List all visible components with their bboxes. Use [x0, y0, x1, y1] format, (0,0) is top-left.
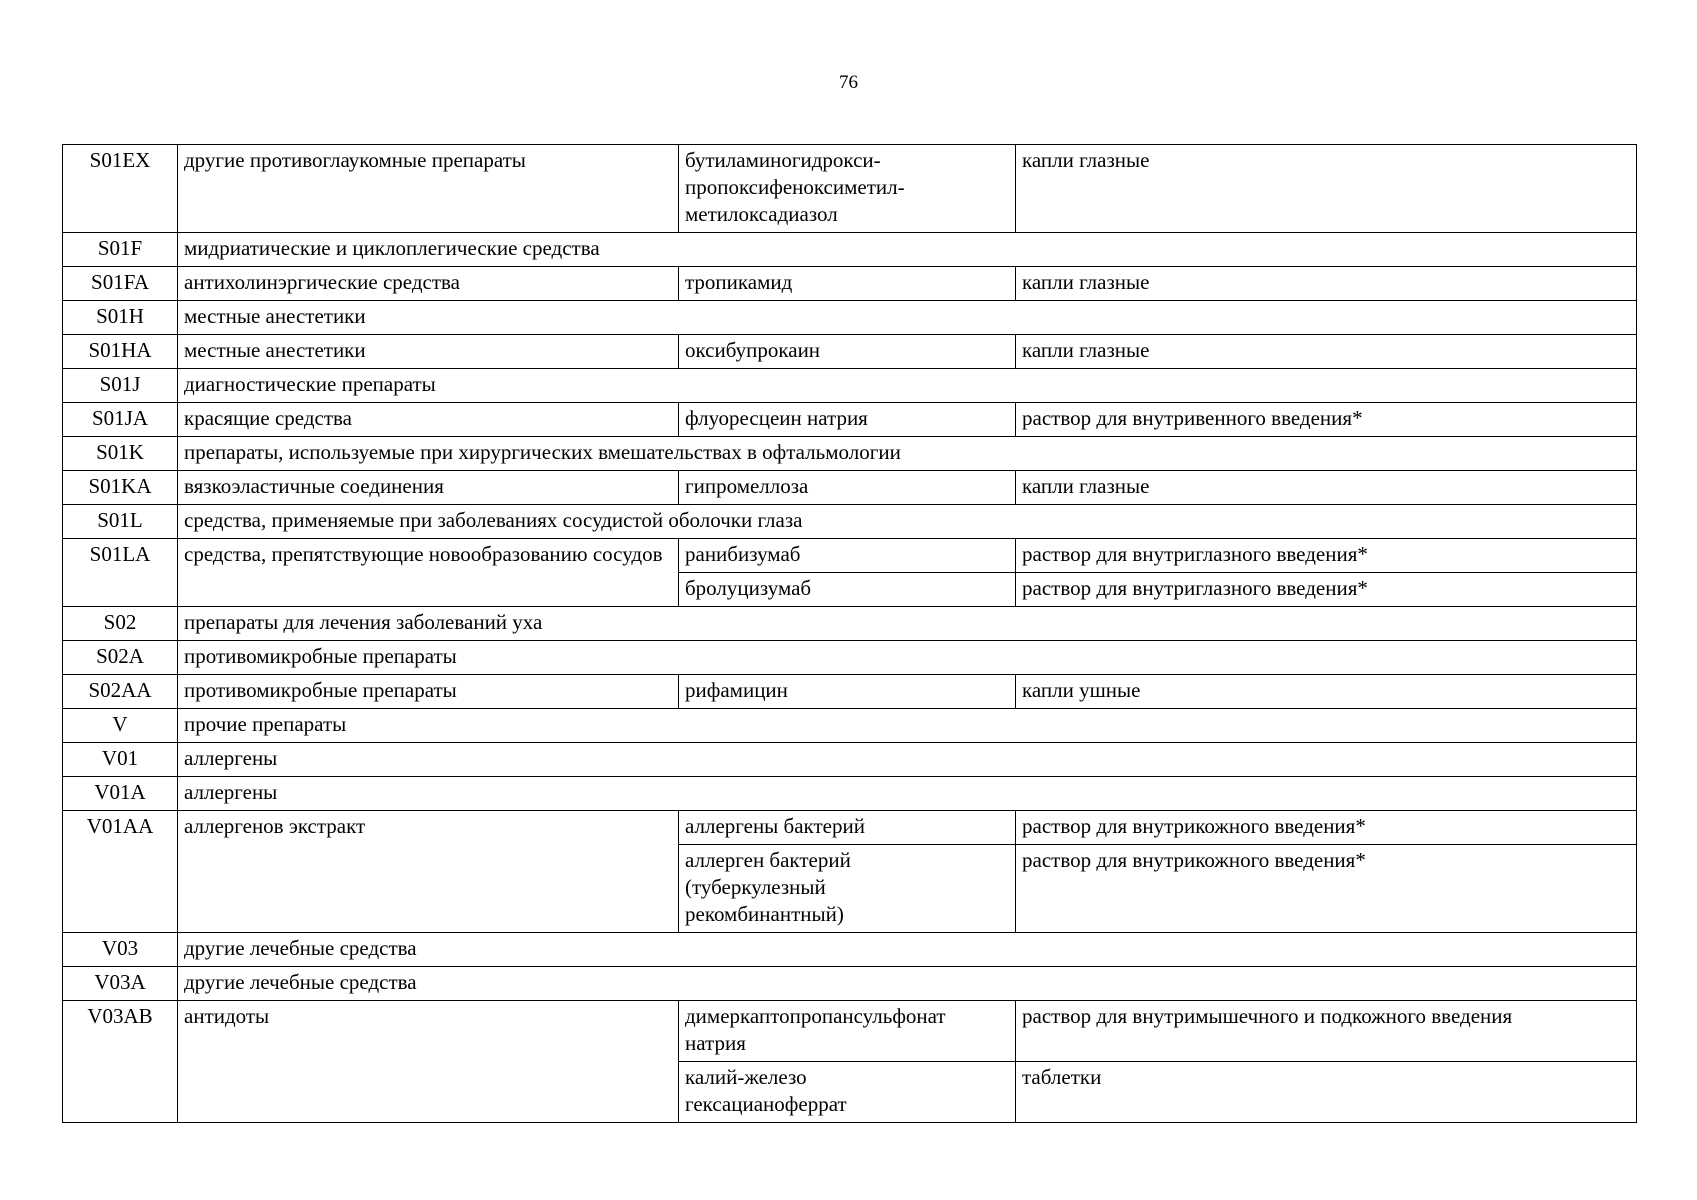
group-name-cell: мидриатические и циклоплегические средства	[178, 233, 1637, 267]
dosage-form-cell: раствор для внутриглазного введения*	[1016, 573, 1637, 607]
dosage-form-cell: капли глазные	[1016, 471, 1637, 505]
group-name-cell: другие лечебные средства	[178, 967, 1637, 1001]
atc-code-cell: S01L	[63, 505, 178, 539]
drug-name-cell: оксибупрокаин	[679, 335, 1016, 369]
table-row	[63, 335, 1637, 369]
table-row	[63, 145, 1637, 233]
atc-code-cell: S01J	[63, 369, 178, 403]
dosage-form-cell: капли глазные	[1016, 145, 1637, 233]
drug-name-cell: димеркаптопропансульфонат натрия	[679, 1001, 1016, 1062]
table-row	[63, 437, 1637, 471]
group-name-cell: препараты, используемые при хирургических вмешательствах в офтальмологии	[178, 437, 1637, 471]
drug-name-cell: флуоресцеин натрия	[679, 403, 1016, 437]
atc-code-cell: S01FA	[63, 267, 178, 301]
group-name-cell: противомикробные препараты	[178, 641, 1637, 675]
table-row	[63, 471, 1637, 505]
dosage-form-cell: капли глазные	[1016, 267, 1637, 301]
dosage-form-cell: раствор для внутриглазного введения*	[1016, 539, 1637, 573]
atc-code-cell: S01EX	[63, 145, 178, 233]
group-name-cell: другие противоглаукомные препараты	[178, 145, 679, 233]
drug-name-cell: аллерген бактерий (туберкулезный рекомбинантный)	[679, 845, 1016, 933]
group-name-cell: аллергены	[178, 743, 1637, 777]
group-name-cell: противомикробные препараты	[178, 675, 679, 709]
group-name-cell: аллергенов экстракт	[178, 811, 679, 933]
group-name-cell: другие лечебные средства	[178, 933, 1637, 967]
group-name-cell: диагностические препараты	[178, 369, 1637, 403]
dosage-form-cell: раствор для внутривенного введения*	[1016, 403, 1637, 437]
table-row	[63, 967, 1637, 1001]
atc-code-cell: V01	[63, 743, 178, 777]
atc-code-cell: S01HA	[63, 335, 178, 369]
drug-classification-table	[62, 144, 1637, 1123]
atc-code-cell: S01JA	[63, 403, 178, 437]
table-row	[63, 267, 1637, 301]
atc-code-cell: S02AA	[63, 675, 178, 709]
table-row	[63, 811, 1637, 845]
table-row	[63, 369, 1637, 403]
drug-name-cell: бутиламиногидрокси- пропоксифеноксиметил- метилоксадиазол	[679, 145, 1016, 233]
group-name-cell: аллергены	[178, 777, 1637, 811]
drug-name-cell: калий-железо гексацианоферрат	[679, 1062, 1016, 1123]
table-row	[63, 777, 1637, 811]
group-name-cell: средства, применяемые при заболеваниях сосудистой оболочки глаза	[178, 505, 1637, 539]
atc-code-cell: S01H	[63, 301, 178, 335]
table-body	[63, 145, 1637, 1123]
atc-code-cell: S01LA	[63, 539, 178, 607]
table-row	[63, 641, 1637, 675]
table-row	[63, 743, 1637, 777]
page-number: 76	[839, 72, 858, 93]
table-row	[63, 233, 1637, 267]
group-name-cell: вязкоэластичные соединения	[178, 471, 679, 505]
drug-name-cell: тропикамид	[679, 267, 1016, 301]
group-name-cell: антихолинэргические средства	[178, 267, 679, 301]
atc-code-cell: V03A	[63, 967, 178, 1001]
dosage-form-cell: капли глазные	[1016, 335, 1637, 369]
group-name-cell: местные анестетики	[178, 301, 1637, 335]
dosage-form-cell: раствор для внутрикожного введения*	[1016, 845, 1637, 933]
drug-name-cell: аллергены бактерий	[679, 811, 1016, 845]
drug-name-cell: ранибизумаб	[679, 539, 1016, 573]
atc-code-cell: V	[63, 709, 178, 743]
table-row	[63, 505, 1637, 539]
table-row	[63, 301, 1637, 335]
table-row	[63, 675, 1637, 709]
dosage-form-cell: капли ушные	[1016, 675, 1637, 709]
group-name-cell: местные анестетики	[178, 335, 679, 369]
group-name-cell: средства, препятствующие новообразованию сосудов	[178, 539, 679, 607]
atc-code-cell: S01K	[63, 437, 178, 471]
group-name-cell: препараты для лечения заболеваний уха	[178, 607, 1637, 641]
drug-name-cell: бролуцизумаб	[679, 573, 1016, 607]
drug-name-cell: гипромеллоза	[679, 471, 1016, 505]
table-row	[63, 933, 1637, 967]
atc-code-cell: V03	[63, 933, 178, 967]
atc-code-cell: V01A	[63, 777, 178, 811]
group-name-cell: красящие средства	[178, 403, 679, 437]
atc-code-cell: S02A	[63, 641, 178, 675]
table-row	[63, 403, 1637, 437]
dosage-form-cell: раствор для внутримышечного и подкожного введения	[1016, 1001, 1637, 1062]
atc-code-cell: S02	[63, 607, 178, 641]
group-name-cell: прочие препараты	[178, 709, 1637, 743]
atc-code-cell: V03AB	[63, 1001, 178, 1123]
atc-code-cell: S01KA	[63, 471, 178, 505]
table-row	[63, 1001, 1637, 1062]
atc-code-cell: S01F	[63, 233, 178, 267]
group-name-cell: антидоты	[178, 1001, 679, 1123]
atc-code-cell: V01AA	[63, 811, 178, 933]
dosage-form-cell: раствор для внутрикожного введения*	[1016, 811, 1637, 845]
table-row	[63, 539, 1637, 573]
table-row	[63, 607, 1637, 641]
dosage-form-cell: таблетки	[1016, 1062, 1637, 1123]
table-row	[63, 709, 1637, 743]
drug-name-cell: рифамицин	[679, 675, 1016, 709]
